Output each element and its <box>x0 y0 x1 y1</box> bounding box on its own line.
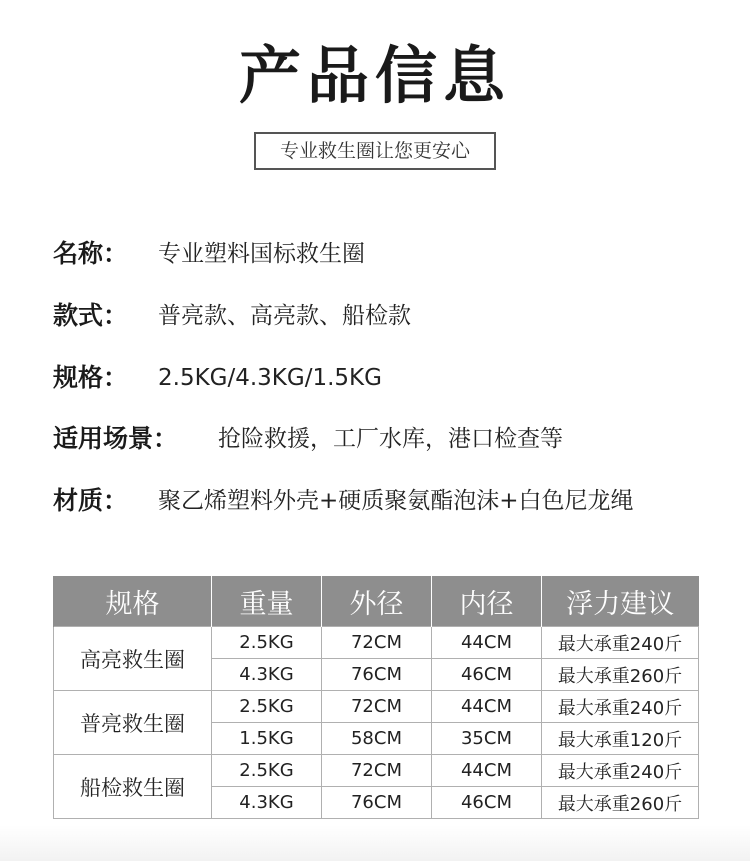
info-value: 抢险救援，工厂水库，港口检查等 <box>218 426 563 452</box>
info-value: 聚乙烯塑料外壳+硬质聚氨酯泡沫+白色尼龙绳 <box>158 488 634 514</box>
info-label: 适用场景： <box>53 424 179 453</box>
header-cell-inner-diameter: 内径 <box>432 576 542 627</box>
spec-table <box>53 576 699 819</box>
table-header-row <box>54 576 699 627</box>
info-value: 普亮款、高亮款、船检款 <box>158 303 411 329</box>
bottom-fade <box>0 825 750 861</box>
buoyancy-cell: 最大承重260斤 <box>542 787 699 819</box>
outer-diameter-cell: 76CM <box>322 659 432 691</box>
header-cell-outer-diameter: 外径 <box>322 576 432 627</box>
subtitle-box: 专业救生圈让您更安心 <box>254 132 496 170</box>
info-value: 专业塑料国标救生圈 <box>158 241 365 267</box>
info-label: 款式： <box>53 301 129 330</box>
weight-cell: 2.5KG <box>212 627 322 659</box>
inner-diameter-cell: 46CM <box>432 787 542 819</box>
weight-cell: 4.3KG <box>212 787 322 819</box>
buoyancy-cell: 最大承重240斤 <box>542 755 699 787</box>
header-cell-weight: 重量 <box>212 576 322 627</box>
info-label: 规格： <box>53 363 129 392</box>
outer-diameter-cell: 72CM <box>322 755 432 787</box>
weight-cell: 2.5KG <box>212 755 322 787</box>
weight-cell: 2.5KG <box>212 691 322 723</box>
inner-diameter-cell: 44CM <box>432 755 542 787</box>
info-value: 2.5KG/4.3KG/1.5KG <box>158 365 382 391</box>
buoyancy-cell: 最大承重120斤 <box>542 723 699 755</box>
outer-diameter-cell: 58CM <box>322 723 432 755</box>
header-cell-buoyancy: 浮力建议 <box>542 576 699 627</box>
inner-diameter-cell: 46CM <box>432 659 542 691</box>
info-row-scene <box>53 419 563 459</box>
inner-diameter-cell: 35CM <box>432 723 542 755</box>
inner-diameter-cell: 44CM <box>432 691 542 723</box>
table-row <box>54 691 699 723</box>
info-row-spec <box>53 358 382 398</box>
weight-cell: 1.5KG <box>212 723 322 755</box>
page-title: 产品信息 <box>238 39 511 112</box>
buoyancy-cell: 最大承重240斤 <box>542 691 699 723</box>
group-name-cell: 普亮救生圈 <box>54 691 212 755</box>
group-name-cell: 船检救生圈 <box>54 755 212 819</box>
buoyancy-cell: 最大承重260斤 <box>542 659 699 691</box>
table-row <box>54 755 699 787</box>
info-label: 材质： <box>53 486 129 515</box>
outer-diameter-cell: 76CM <box>322 787 432 819</box>
info-row-style <box>53 296 411 336</box>
info-label: 名称： <box>53 239 129 268</box>
info-row-material <box>53 481 634 521</box>
group-name-cell: 高亮救生圈 <box>54 627 212 691</box>
buoyancy-cell: 最大承重240斤 <box>542 627 699 659</box>
table-row <box>54 627 699 659</box>
inner-diameter-cell: 44CM <box>432 627 542 659</box>
info-row-name <box>53 234 365 274</box>
weight-cell: 4.3KG <box>212 659 322 691</box>
outer-diameter-cell: 72CM <box>322 627 432 659</box>
header-cell-spec: 规格 <box>54 576 212 627</box>
outer-diameter-cell: 72CM <box>322 691 432 723</box>
